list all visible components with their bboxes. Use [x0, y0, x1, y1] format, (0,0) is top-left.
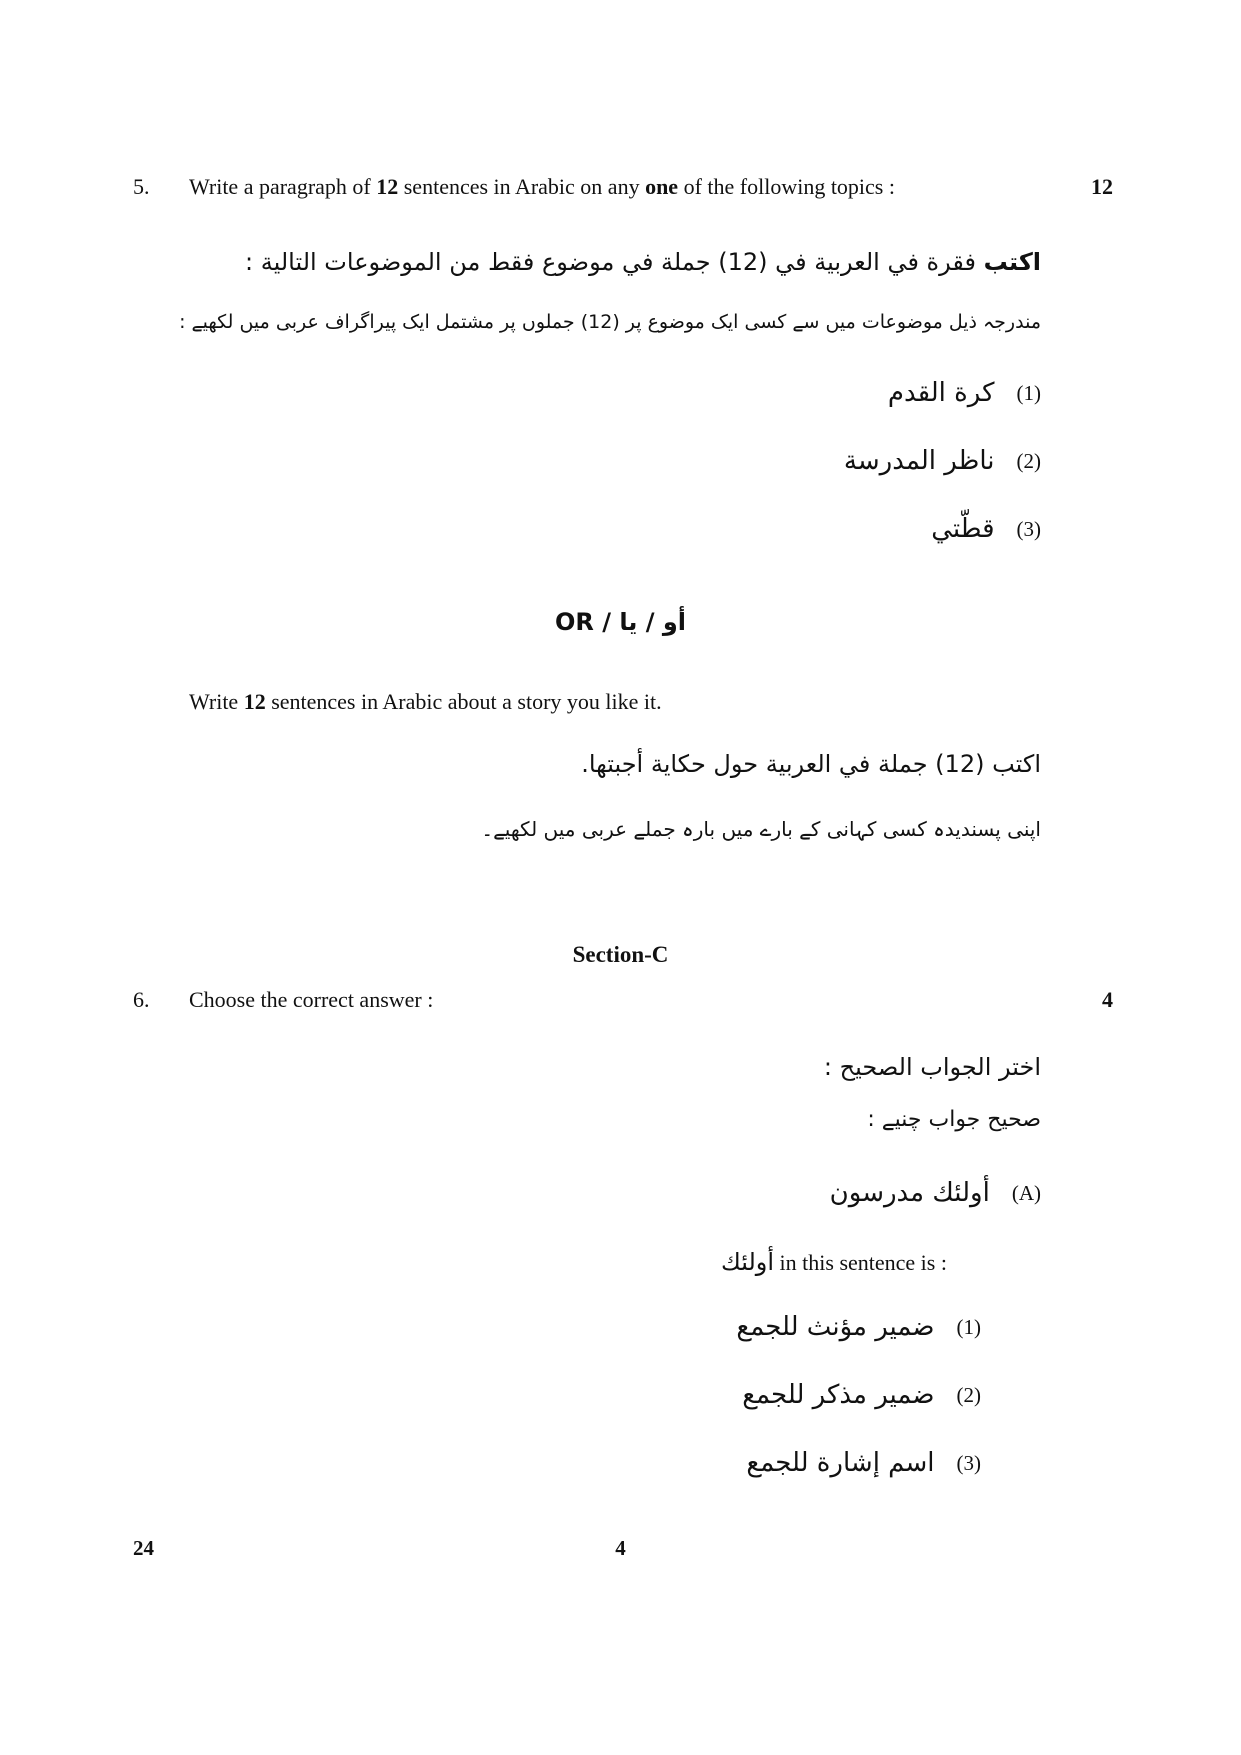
q5-text-post: of the following topics :: [678, 174, 895, 199]
page-number: 4: [615, 1536, 626, 1560]
topic-1: [888, 378, 1041, 408]
question-5-number: 5.: [133, 174, 150, 199]
q5-text-pre: Write a paragraph of: [189, 174, 377, 199]
question-5-marks: 12: [1091, 174, 1113, 199]
question-5-arabic-instruction: [245, 247, 1041, 278]
part-a-label: (A): [1011, 1180, 1041, 1205]
option-3-text: اسم إشارة للجمع: [746, 1448, 935, 1478]
question-5-text: [189, 174, 895, 200]
topic-1-text: كرة القدم: [887, 378, 995, 408]
question-6-number: 6.: [133, 987, 150, 1012]
paper-code: 24: [133, 1536, 154, 1560]
part-a-question-stem: [721, 1248, 947, 1276]
question-5-urdu-instruction: مندرجہ ذیل موضوعات میں سے کسی ایک موضوع پر (12) جملوں پر مشتمل ایک پیراگراف عربی میں لکھیے :: [179, 311, 1041, 333]
topic-1-number: (1): [1016, 380, 1041, 405]
part-a-sentence: أولئك مدرسون: [829, 1178, 990, 1208]
section-title: Section-C: [572, 942, 669, 967]
topic-2-text: ناظر المدرسة: [843, 446, 995, 476]
q5-text-bold: one: [645, 174, 679, 199]
topic-2: [844, 446, 1041, 476]
part-a: [830, 1178, 1041, 1208]
alt-num: 12: [243, 689, 266, 714]
alternative-arabic: اكتب (12) جملة في العربية حول حكاية أجبتها.: [581, 750, 1041, 778]
question-6-text: Choose the correct answer :: [189, 987, 434, 1012]
q5-arabic-bold: اكتب: [983, 248, 1041, 276]
option-3: [746, 1448, 981, 1478]
alt-post: sentences in Arabic about a story you like it.: [265, 689, 662, 714]
option-2: [742, 1380, 981, 1410]
topic-2-number: (2): [1016, 448, 1041, 473]
option-1-text: ضمير مؤنث للجمع: [736, 1312, 935, 1342]
topic-3-number: (3): [1016, 516, 1041, 541]
option-2-text: ضمير مذكر للجمع: [742, 1380, 935, 1410]
stem-english-text: in this sentence is :: [774, 1250, 947, 1275]
question-6-urdu-instruction: صحیح جواب چنیے :: [867, 1107, 1041, 1132]
alt-pre: Write: [189, 689, 244, 714]
option-3-number: (3): [956, 1450, 981, 1475]
q5-text-num: 12: [376, 174, 399, 199]
alternative-prompt: [189, 689, 662, 715]
or-separator: OR / أو / یا: [554, 608, 686, 636]
alternative-urdu: اپنی پسندیدہ کسی کہانی کے بارے میں بارہ جملے عربی میں لکھیے۔: [481, 817, 1041, 841]
stem-arabic-word: أولئك: [721, 1248, 775, 1276]
option-1-number: (1): [956, 1314, 981, 1339]
q5-text-mid: sentences in Arabic on any: [398, 174, 646, 199]
topic-3-text: قطّتي: [931, 514, 995, 544]
question-6-marks: 4: [1102, 987, 1113, 1012]
option-1: [736, 1312, 981, 1342]
q5-arabic-rest: فقرة في العربية في (12) جملة في موضوع فقط من الموضوعات التالية :: [245, 248, 984, 276]
question-6-arabic-instruction: اختر الجواب الصحيح :: [823, 1053, 1041, 1081]
option-2-number: (2): [956, 1382, 981, 1407]
topic-3: [931, 514, 1041, 544]
